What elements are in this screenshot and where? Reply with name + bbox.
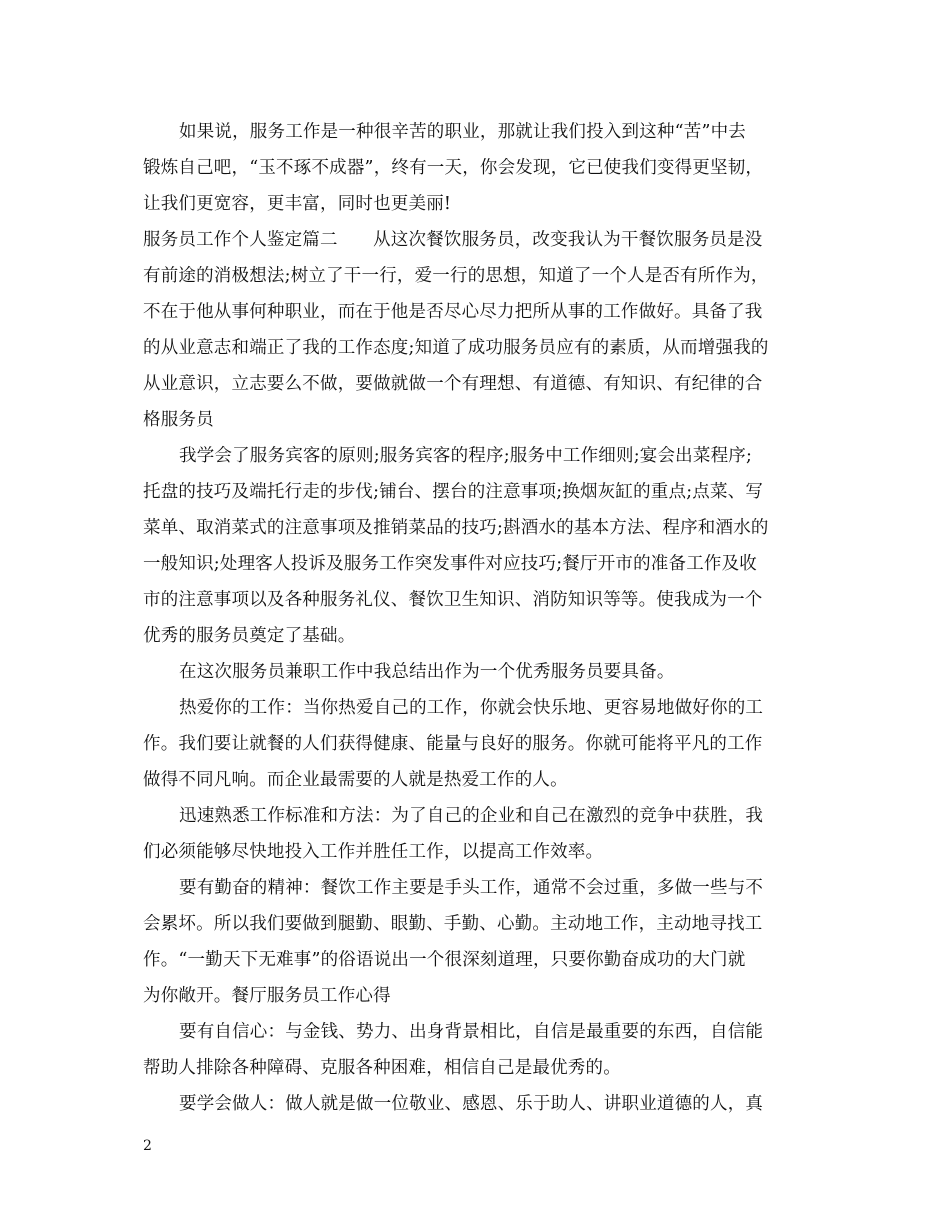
text-line: 要学会做人：做人就是做一位敬业、感恩、乐于助人、讲职业道德的人，真 [179,1094,764,1114]
text-line: 锻炼自己吧，“玉不琢不成器”，终有一天，你会发现，它已使我们变得更坚韧， [143,158,764,178]
text-line: 菜单、取消菜式的注意事项及推销菜品的技巧;斟酒水的基本方法、程序和酒水的 [143,518,769,538]
text-line: 我学会了服务宾客的原则;服务宾客的程序;服务中工作细则;宴会出菜程序; [179,446,753,466]
text-line: 从业意识，立志要么不做，要做就做一个有理想、有道德、有知识、有纪律的合 [143,374,763,394]
text-line: 托盘的技巧及端托行走的步伐;铺台、摆台的注意事项;换烟灰缸的重点;点菜、写 [143,482,764,502]
text-line: 为你敞开。餐厅服务员工作心得 [143,986,391,1006]
text-line: 让我们更宽容，更丰富，同时也更美丽! [143,194,452,214]
text-line: 一般知识;处理客人投诉及服务工作突发事件对应技巧;餐厅开市的准备工作及收 [143,554,757,574]
text-line: 要有勤奋的精神：餐饮工作主要是手头工作，通常不会过重，多做一些与不 [179,878,764,898]
text-line: 做得不同凡响。而企业最需要的人就是热爱工作的人。 [143,770,568,790]
text-line: 在这次服务员兼职工作中我总结出作为一个优秀服务员要具备。 [179,662,675,682]
text-line: 市的注意事项以及各种服务礼仪、餐饮卫生知识、消防知识等等。使我成为一个 [143,590,763,610]
text-line: 们必须能够尽快地投入工作并胜任工作，以提高工作效率。 [143,842,604,862]
text-line: 迅速熟悉工作标准和方法：为了自己的企业和自己在激烈的竞争中获胜，我 [179,806,764,826]
text-line: 优秀的服务员奠定了基础。 [143,626,356,646]
text-line: 作。我们要让就餐的人们获得健康、能量与良好的服务。你就可能将平凡的工作 [143,734,763,754]
text-line: 要有自信心：与金钱、势力、出身背景相比，自信是最重要的东西，自信能 [179,1022,764,1042]
text-line: 热爱你的工作：当你热爱自己的工作，你就会快乐地、更容易地做好你的工 [179,698,764,718]
text-line: 如果说，服务工作是一种很辛苦的职业，那就让我们投入到这种“苦”中去 [179,122,746,142]
text-line: 有前途的消极想法;树立了干一行，爱一行的思想，知道了一个人是否有所作为， [143,266,769,286]
page-number: 2 [143,1138,152,1154]
text-line: 不在于他从事何种职业，而在于他是否尽心尽力把所从事的工作做好。具备了我 [143,302,763,322]
text-line: 帮助人排除各种障碍、克服各种困难，相信自己是最优秀的。 [143,1058,621,1078]
text-line: 会累坏。所以我们要做到腿勤、眼勤、手勤、心勤。主动地工作，主动地寻找工 [143,914,763,934]
text-line: 的从业意志和端正了我的工作态度;知道了成功服务员应有的素质，从而增强我的 [143,338,769,358]
text-line: 格服务员 [143,410,214,430]
text-line: 服务员工作个人鉴定篇二 从这次餐饮服务员，改变我认为干餐饮服务员是没 [143,230,763,250]
text-line: 作。“一勤天下无难事”的俗语说出一个很深刻道理，只要你勤奋成功的大门就 [143,950,746,970]
